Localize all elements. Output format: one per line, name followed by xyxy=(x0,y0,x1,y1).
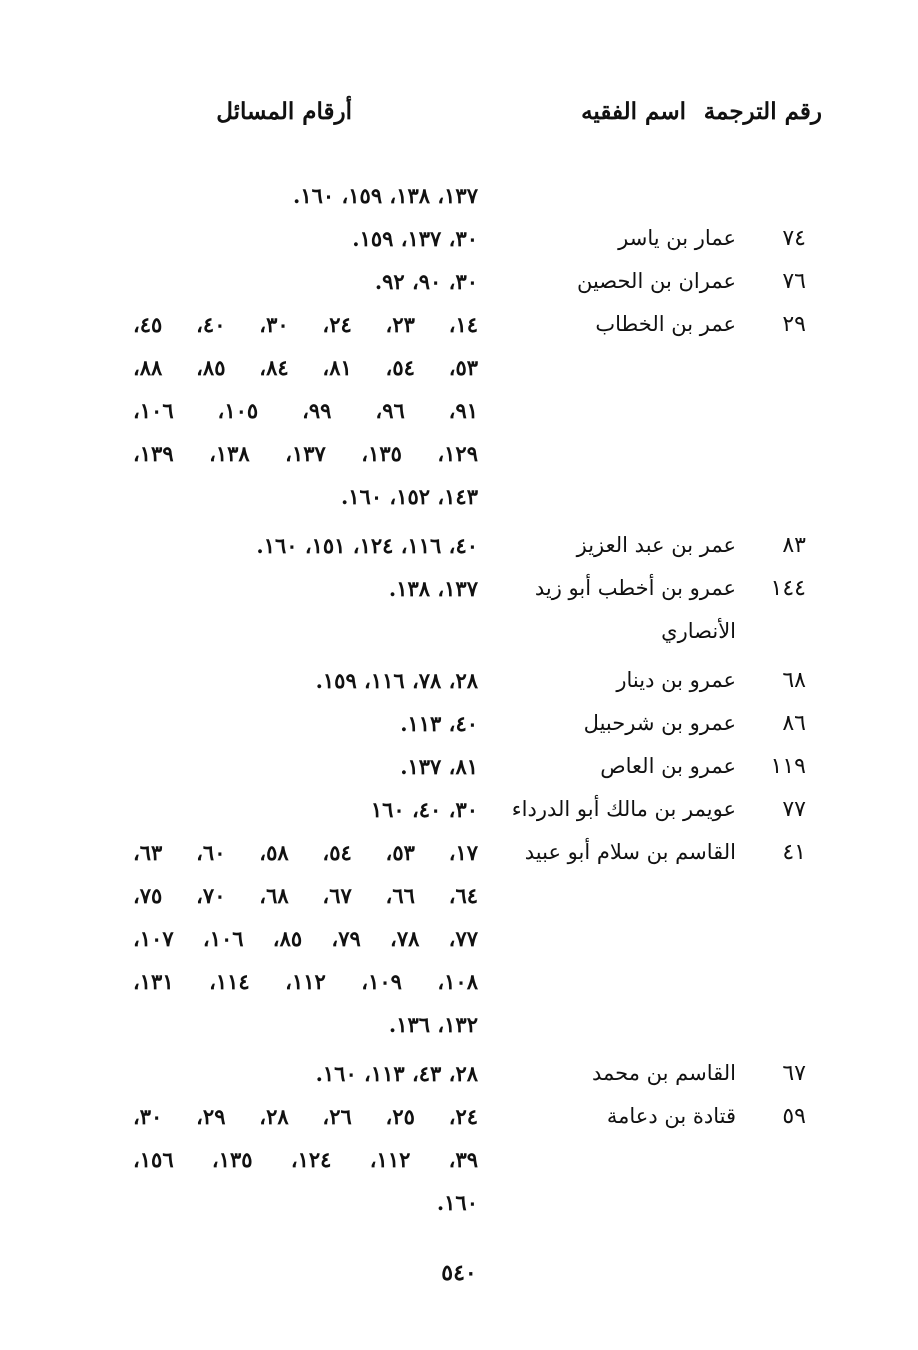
column-header-refs: أرقام المسائل xyxy=(216,98,352,125)
entry-number: ٧٤ xyxy=(782,226,806,251)
entry-name-line: عمرو بن العاص xyxy=(600,754,736,778)
list-item xyxy=(0,174,918,217)
list-item xyxy=(0,831,918,1052)
entry-refs xyxy=(133,702,478,745)
entry-refs-line: ١٠٨، ١٠٩، ١١٢، ١١٤، ١٣١، xyxy=(133,969,478,994)
list-item xyxy=(0,745,918,788)
entry-refs xyxy=(133,831,478,1046)
entry-name-line: عمران بن الحصين xyxy=(576,269,736,293)
entry-number: ٧٦ xyxy=(782,269,806,294)
entry-refs xyxy=(133,174,478,217)
entry-name xyxy=(486,1052,736,1095)
entry-refs xyxy=(133,524,478,567)
entry-name-line: عمرو بن دينار xyxy=(616,668,736,692)
entry-refs xyxy=(133,1052,478,1095)
entry-name-line: القاسم بن محمد xyxy=(592,1061,736,1085)
entry-refs-line: ٢٨، ٤٣، ١١٣، ١٦٠. xyxy=(315,1061,478,1086)
entry-refs-line: ٧٧، ٧٨، ٧٩، ٨٥، ١٠٦، ١٠٧، xyxy=(133,926,479,951)
entry-number: ٦٨ xyxy=(782,668,806,693)
entry-number: ٥٩ xyxy=(782,1104,806,1129)
entry-number: ١٤٤ xyxy=(770,576,806,601)
entry-refs xyxy=(133,303,478,518)
column-header-name: اسم الفقيه xyxy=(581,98,686,125)
entry-refs-line: ١٣٧، ١٣٨، ١٥٩، ١٦٠. xyxy=(293,183,478,208)
entry-refs-line: ١٣٢، ١٣٦. xyxy=(388,1012,478,1037)
entry-refs-line: ٩١، ٩٦، ٩٩، ١٠٥، ١٠٦، xyxy=(133,398,479,423)
list-item xyxy=(0,1052,918,1095)
list-item xyxy=(0,217,918,260)
entry-refs-line: ١٤، ٢٣، ٢٤، ٣٠، ٤٠، ٤٥، xyxy=(133,312,479,337)
entry-name xyxy=(486,745,736,788)
entry-refs-line: ٤٠، ١١٣. xyxy=(400,711,478,736)
entry-name xyxy=(486,303,736,346)
entry-name xyxy=(486,260,736,303)
page-number: ٥٤٠ xyxy=(441,1260,477,1286)
entry-name xyxy=(486,217,736,260)
list-item xyxy=(0,702,918,745)
entry-refs xyxy=(133,217,478,260)
entry-name-line: القاسم بن سلام أبو عبيد xyxy=(524,840,736,864)
entry-refs-line: ٣٠، ١٣٧، ١٥٩. xyxy=(352,226,478,251)
entry-refs-line: ٣٠، ٩٠، ٩٢. xyxy=(374,269,478,294)
list-item xyxy=(0,303,918,524)
entry-refs-line: ١٦٠. xyxy=(436,1190,478,1215)
entry-refs-line: ٥٣، ٥٤، ٨١، ٨٤، ٨٥، ٨٨، xyxy=(133,355,479,380)
entry-refs-line: ٦٤، ٦٦، ٦٧، ٦٨، ٧٠، ٧٥، xyxy=(133,883,479,908)
entry-name-line: عمار بن ياسر xyxy=(618,226,736,250)
entry-number: ٦٧ xyxy=(782,1061,806,1086)
list-item xyxy=(0,260,918,303)
entry-name xyxy=(486,659,736,702)
entry-name xyxy=(486,1095,736,1138)
entry-number: ٤١ xyxy=(782,840,806,865)
list-item xyxy=(0,524,918,567)
entry-number: ٧٧ xyxy=(782,797,806,822)
entry-refs xyxy=(133,788,478,831)
entry-name-line: عمر بن عبد العزيز xyxy=(576,533,736,557)
entry-refs-line: ٢٨، ٧٨، ١١٦، ١٥٩. xyxy=(315,668,478,693)
entry-refs xyxy=(133,1095,478,1224)
list-item xyxy=(0,567,918,659)
entry-name-line: عويمر بن مالك أبو الدرداء xyxy=(511,797,736,821)
entry-number: ٢٩ xyxy=(782,312,806,337)
entry-name-line: عمرو بن أخطب أبو زيد xyxy=(534,576,736,600)
entry-refs-line: ٤٠، ١١٦، ١٢٤، ١٥١، ١٦٠. xyxy=(256,533,478,558)
entry-number: ١١٩ xyxy=(770,754,806,779)
entry-name-line: عمر بن الخطاب xyxy=(595,312,736,336)
entry-refs-line: ١٧، ٥٣، ٥٤، ٥٨، ٦٠، ٦٣، xyxy=(133,840,479,865)
list-item xyxy=(0,659,918,702)
entry-name xyxy=(486,831,736,874)
entry-refs-line: ١٢٩، ١٣٥، ١٣٧، ١٣٨، ١٣٩، xyxy=(133,441,478,466)
entry-number: ٨٦ xyxy=(782,711,806,736)
entry-name xyxy=(486,524,736,567)
list-item xyxy=(0,788,918,831)
entry-name xyxy=(486,788,736,831)
entries-list xyxy=(0,174,918,1230)
entry-refs xyxy=(133,567,478,610)
entry-refs xyxy=(133,260,478,303)
entry-refs-line: ٣٩، ١١٢، ١٢٤، ١٣٥، ١٥٦، xyxy=(133,1147,479,1172)
entry-refs xyxy=(133,745,478,788)
column-header-number: رقم الترجمة xyxy=(703,98,822,125)
entry-refs-line: ٣٠، ٤٠، ١٦٠ xyxy=(370,797,478,822)
entry-name-line: عمرو بن شرحبيل xyxy=(583,711,736,735)
entry-number: ٨٣ xyxy=(782,533,806,558)
list-item xyxy=(0,1095,918,1230)
entry-refs xyxy=(133,659,478,702)
entry-refs-line: ١٤٣، ١٥٢، ١٦٠. xyxy=(340,484,478,509)
entry-name-line: قتادة بن دعامة xyxy=(606,1104,736,1128)
entry-refs-line: ١٣٧، ١٣٨. xyxy=(388,576,478,601)
entry-refs-line: ٢٤، ٢٥، ٢٦، ٢٨، ٢٩، ٣٠، xyxy=(133,1104,479,1129)
entry-name-line: الأنصاري xyxy=(661,619,736,643)
entry-name xyxy=(486,567,736,653)
entry-name xyxy=(486,702,736,745)
entry-refs-line: ٨١، ١٣٧. xyxy=(400,754,478,779)
